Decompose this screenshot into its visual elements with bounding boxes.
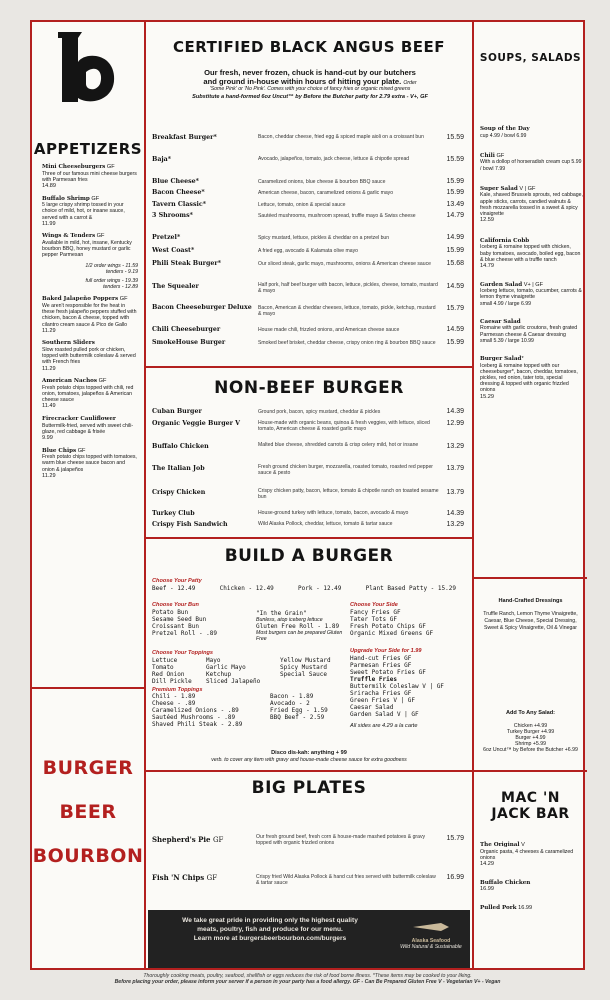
item-name: Chili: [480, 152, 495, 159]
dressings-title: Hand-Crafted Dressings: [498, 598, 563, 604]
dressings-divider: [474, 577, 587, 579]
add-option: Chicken +4.99: [513, 722, 548, 729]
item-price: 9.99: [42, 435, 53, 441]
intro-line-2-tail: Order: [403, 80, 417, 86]
item-name: Pretzel*: [152, 234, 181, 241]
item-name: Blue Chips: [42, 447, 77, 454]
item-price: 15.99: [446, 178, 464, 185]
bun-option: Pretzel Roll - .89: [152, 629, 218, 637]
item-desc: House made chili, frizzled onions, and American cheese sauce: [258, 327, 400, 333]
all-sides-note: All sides are 4.29 a la carte: [350, 722, 418, 729]
add-option: Shrimp +5.99: [515, 741, 546, 748]
item-price: 13.79: [446, 465, 464, 472]
item-price-line: 1/2 order wings - 11.59: [85, 262, 138, 269]
toppings-section: [152, 650, 346, 728]
side-option: Tater Tots GF: [350, 615, 397, 623]
black-angus-title: CERTIFIED BLACK ANGUS BEEF: [173, 38, 445, 56]
item-desc: Sautéed mushrooms, mushroom spread, truffle mayo & Swiss cheese: [258, 213, 416, 219]
item-price: 15.68: [446, 260, 464, 267]
item-name: Mini Cheeseburgers: [42, 164, 106, 170]
topping-option: Ketchup: [206, 670, 232, 678]
item-name: The Original: [480, 842, 520, 848]
item-name: Garden Salad: [480, 281, 523, 288]
patty-option: Chicken - 12.49: [219, 584, 274, 592]
item-name: Turkey Club: [152, 510, 195, 517]
premium-option: Caramelized Onions - .89: [152, 707, 239, 715]
item-desc: A fried egg, avocado & Kalamata olive mayo: [258, 248, 358, 254]
add-option: Burger +4.99: [515, 735, 546, 741]
item-price-line: tenders - 12.89: [103, 284, 138, 291]
item-name: Burger Salad: [480, 356, 522, 362]
mac-title-2: JACK BAR: [491, 806, 570, 822]
disco-section: [146, 750, 472, 763]
dressings-list: Truffle Ranch, Lemon Thyme Vinaigrette, Caesar, Blue Cheese, Special Dressing, Sweet & Spicy Vinaigrette, Oil & Vinegar: [483, 610, 578, 631]
mac-title-1: MAC 'N: [501, 790, 560, 806]
item-desc: Organic pasta, 4 cheeses & caramelized onions: [480, 848, 574, 861]
item-price: 15.99: [446, 189, 464, 196]
item-tag: GF: [96, 233, 105, 240]
mac-list: [480, 842, 581, 914]
add-salad-section: [480, 710, 581, 754]
item-desc: Fresh ground chicken burger, mozzarella, roasted tomato, roasted red pepper sauce & pesto: [258, 464, 433, 477]
upgrade-option: Truffle Fries: [350, 675, 397, 683]
item-name: SmokeHouse Burger: [152, 339, 226, 346]
upgrade-heading: Upgrade Your Side for 1.99: [350, 648, 422, 654]
topping-option: Tomato: [152, 663, 174, 671]
soup-item: [480, 153, 583, 172]
grain-heading: "In the Grain": [256, 610, 307, 617]
item-name: Fish 'N Chips GF: [152, 873, 218, 882]
item-desc: Wild Alaska Pollock, cheddar, lettuce, tomato & tartar sauce: [258, 521, 393, 527]
patty-heading: Choose Your Patty: [152, 578, 202, 584]
item-desc: Smoked beef brisket, cheddar cheese, crispy onion ring & bourbon BBQ sauce: [258, 340, 436, 346]
promo-words: [32, 757, 144, 867]
item-desc: Malted blue cheese, shredded carrots & crisp celery mild, hot or insane: [258, 442, 419, 448]
build-title: BUILD A BURGER: [224, 546, 394, 566]
promo-beer: BEER: [59, 801, 117, 823]
grain-note: Bunless, atop iceberg lettuce: [256, 617, 323, 623]
item-name: Buffalo Chicken: [152, 443, 209, 450]
upgrade-option: Garden Salad V | GF: [350, 710, 419, 718]
patty-option: Plant Based Patty - 15.29: [365, 584, 456, 592]
item-price-line: full order wings - 19.39: [85, 278, 138, 284]
upgrade-option: Sriracha Fries GF: [350, 689, 412, 697]
item-desc: House-made with organic beans, quinoa & fresh veggies, with lettuce, sliced tomato, American cheese & roasted garlic mayo: [258, 420, 430, 433]
mac-item: [480, 905, 581, 912]
item-tag: GF: [119, 296, 128, 303]
item-desc: Caramelized onions, blue cheese & bourbon BBQ sauce: [258, 179, 386, 185]
big-plates-title: BIG PLATES: [251, 778, 367, 798]
left-column: [32, 22, 144, 970]
item-tag: V | GF: [519, 185, 536, 192]
item-name: The Italian Job: [152, 465, 205, 472]
topping-option: Lettuce: [152, 656, 178, 664]
fish-icon: [411, 921, 451, 933]
appetizer-item: [42, 233, 138, 290]
intro-line-4: Substitute a hand-formed 6oz Uncut™ by Before the Butcher patty for 2.79 extra - V+, GF: [192, 94, 428, 101]
salad-item: [480, 238, 583, 270]
item-desc: Bacon, American & cheddar cheeses, lettuce, tomato, pickle, ketchup, mustard & mayo: [258, 305, 436, 318]
item-tag: GF: [77, 447, 86, 454]
item-desc: Iceberg & romaine topped with chicken, baby tomatoes, avocado, boiled egg, bacon & blue cheese with a truffle ranch: [480, 244, 581, 263]
intro-line-1: Our fresh, never frozen, chuck is hand-cut by our butchers: [204, 68, 416, 77]
item-name: Firecracker Cauliflower: [42, 416, 116, 422]
appetizer-item: [42, 378, 138, 410]
footer-line-2: Before placing your order, please inform your server if a person in your party has a food allergy. GF - Can Be Prepared Gluten Free V - Vegetarian V+ - Vegan: [114, 979, 501, 986]
brand-name: Alaska Seafood: [411, 938, 451, 944]
item-name: California Cobb: [480, 237, 530, 244]
premium-heading: Premium Toppings: [152, 686, 203, 693]
premium-option: Cheese - .89: [152, 700, 196, 708]
center-column: [146, 22, 472, 970]
item-desc: Our fresh ground beef, fresh corn & house-made mashed potatoes & gravy topped with organic frizzled onions: [256, 834, 426, 847]
appetizers-title: APPETIZERS: [33, 140, 143, 158]
item-price: 14.59: [446, 326, 464, 333]
item-price: 16.99: [480, 886, 494, 893]
item-desc: Slow roasted pulled pork or chicken, topped with buttermilk coleslaw & served with French fries: [42, 347, 136, 366]
item-desc: Buttermilk-fried, served with sweet chili-glaze, red cabbage & frisée: [42, 422, 134, 435]
item-price: 13.29: [446, 521, 464, 528]
topping-option: Garlic Mayo: [206, 663, 246, 671]
premium-option: Sautéed Mushrooms - .89: [152, 714, 236, 722]
item-desc: Available in mild, hot, insane, Kentucky bourbon BBQ, honey mustard or garlic pepper Parmesan: [42, 239, 132, 259]
item-desc: Our sliced steak, garlic mayo, mushrooms, onions & American cheese sauce: [258, 261, 431, 267]
patty-option: Pork - 12.49: [298, 584, 342, 592]
item-name: Wings & Tenders: [42, 233, 96, 240]
item-name: Crispy Chicken: [152, 489, 206, 496]
side-option: Fresh Potato Chips GF: [350, 622, 426, 630]
item-name: Southern Sliders: [42, 340, 95, 347]
item-price: 14.29: [480, 861, 494, 867]
black-angus-intro: [160, 68, 460, 101]
item-price: 15.29: [480, 393, 494, 400]
salad-item: [480, 282, 583, 307]
bun-section: [152, 602, 252, 637]
item-name: Baja*: [152, 156, 172, 163]
mac-title: [474, 790, 587, 822]
bun-heading: Choose Your Bun: [152, 602, 199, 608]
intro-line-2: and ground in-house within hours of hitting your plate.: [203, 77, 402, 86]
item-desc: Ground pork, bacon, spicy mustard, cheddar & pickles: [258, 409, 381, 415]
item-price: 16.99: [518, 904, 533, 911]
footer: [30, 973, 585, 985]
item-price: 14.99: [446, 234, 464, 241]
item-name: Shepherd's Pie GF: [152, 835, 224, 844]
topping-option: Mayo: [206, 656, 221, 664]
promo-burger: BURGER: [42, 757, 134, 779]
item-price: 16.99: [446, 874, 464, 881]
item-desc: Three of our famous mini cheese burgers with Parmesan fries: [42, 170, 137, 183]
premium-option: Avocado - 2: [270, 700, 310, 708]
salad-item: [480, 356, 583, 400]
topping-option: Sliced Jalapeño: [206, 677, 261, 685]
item-desc: Lettuce, tomato, onion & special sauce: [258, 202, 346, 208]
item-price: 14.39: [446, 408, 464, 415]
soup-item: [480, 126, 583, 139]
item-desc: Fresh potato chips topped with tomatoes, warm blue cheese sauce bacon and onion & jalapeños: [42, 454, 137, 473]
item-name: Tavern Classic*: [152, 201, 207, 208]
upgrade-option: Buttermilk Coleslaw V | GF: [350, 682, 444, 690]
soups-title: SOUPS, SALADS: [479, 52, 582, 64]
item-name: American Nachos: [42, 378, 98, 385]
item-name: West Coast*: [152, 247, 195, 254]
disco-note: verb. to cover any item with gravy and house-made cheese sauce for extra goodness: [211, 756, 407, 763]
item-desc: Spicy mustard, lettuce, pickles & cheddar on a pretzel bun: [258, 235, 390, 241]
topping-option: Red Onion: [152, 670, 185, 678]
promo-bourbon: BOURBON: [32, 845, 144, 867]
item-price: 13.49: [446, 201, 464, 208]
item-desc: Iceberg lettuce, tomato, cucumber, carrots & lemon thyme vinaigrette: [480, 288, 582, 301]
item-price: 11.99: [42, 220, 56, 227]
item-price: 11.29: [42, 472, 56, 479]
upgrade-option: Parmesan Fries GF: [350, 661, 412, 669]
item-name: Phili Steak Burger*: [152, 260, 222, 267]
item-name: Organic Veggie Burger V: [152, 420, 241, 427]
dressings-section: [480, 598, 581, 632]
banner-line-1: We take great pride in providing only the highest quality: [182, 917, 358, 924]
item-name: Super Salad: [480, 185, 518, 192]
item-price: 11.49: [42, 403, 56, 410]
soups-list: [480, 126, 583, 403]
item-tag: V: [521, 842, 525, 848]
premium-option: Chili - 1.89: [152, 693, 196, 701]
item-desc: American cheese, bacon, caramelized onions & garlic mayo: [258, 190, 394, 196]
item-desc: Romaine with garlic croutons, fresh grated Parmesan cheese & Caesar dressing: [480, 325, 578, 338]
upgrade-option: Hand-cut Fries GF: [350, 654, 412, 662]
mac-item: [480, 880, 581, 893]
build-patty-section: [152, 578, 466, 592]
topping-option: Dill Pickle: [152, 677, 192, 685]
item-price: 15.79: [446, 305, 464, 312]
grain-note-2: Most burgers can be prepared Gluten Free: [256, 630, 343, 643]
upgrade-option: Caesar Salad: [350, 703, 394, 711]
premium-option: Fried Egg - 1.59: [270, 707, 328, 715]
toppings-heading: Choose Your Toppings: [152, 650, 214, 656]
item-name: Chili Cheeseburger: [152, 326, 221, 333]
item-price: 15.79: [446, 835, 464, 842]
premium-option: Bacon - 1.89: [270, 693, 314, 701]
item-desc: We aren't responsible for the heat in these fresh jalapeño peppers stuffed with chicken, bacon & cheese, topped with cilantro cream sauce & Pico de Gallo: [42, 303, 137, 328]
item-price: 14.79: [446, 212, 464, 219]
item-price: 14.39: [446, 510, 464, 517]
item-name: Bacon Cheese*: [152, 189, 205, 196]
side-option: Organic Mixed Greens GF: [350, 629, 434, 637]
item-name: Buffalo Chicken: [480, 879, 531, 886]
appetizer-item: [42, 296, 138, 334]
item-price: 14.59: [446, 283, 464, 290]
item-desc: Fresh potato chips topped with chili, red onion, tomatoes, jalapeños & American cheese sauce: [42, 384, 134, 404]
item-price: 14.79: [480, 263, 494, 269]
item-desc: cup 4.99 / bowl 6.99: [480, 132, 527, 139]
item-name: 3 Shrooms*: [152, 212, 193, 219]
item-name: Baked Jalapeño Poppers: [42, 296, 119, 303]
item-tag: GF: [91, 195, 100, 202]
side-section: [350, 602, 466, 637]
item-price: 15.59: [446, 134, 464, 141]
item-name: Pulled Pork: [480, 904, 517, 911]
item-price: 14.89: [42, 183, 56, 189]
item-tag: V+ | GF: [523, 281, 544, 288]
item-price: 15.99: [446, 247, 464, 254]
grain-gluten-free: Gluten Free Roll - 1.89: [256, 623, 340, 631]
item-desc: Crispy fried Wild Alaska Pollock & hand cut fries served with buttermilk coleslaw & tartar sauce: [256, 874, 436, 887]
item-name: Cuban Burger: [152, 408, 202, 415]
side-option: Fancy Fries GF: [350, 608, 401, 616]
non-beef-title: NON-BEEF BURGER: [214, 378, 404, 398]
item-desc: With a dollop of horseradish cream cup 5.99 / bowl 7.99: [480, 159, 582, 172]
appetizer-item: [42, 340, 138, 372]
item-price: small 4.99 / large 6.99: [480, 300, 532, 307]
intro-line-3: 'Some Pink' or 'No Pink'. Comes with your choice of fancy fries or organic mixed greens: [209, 86, 411, 93]
topping-option: Yellow Mustard: [280, 656, 331, 664]
bun-option: Sesame Seed Bun: [152, 615, 207, 623]
upgrade-option: Green Fries V | GF: [350, 696, 416, 704]
item-tag: GF: [496, 152, 505, 159]
item-tag: *: [521, 356, 524, 362]
item-price: 13.79: [446, 489, 464, 496]
bun-option: Croissant Bun: [152, 622, 199, 630]
grain-section: [256, 610, 346, 643]
item-price: 12.99: [446, 420, 464, 427]
item-price: 15.99: [446, 339, 464, 346]
appetizer-item: [42, 416, 138, 442]
item-price: 11.29: [42, 327, 56, 334]
upgrade-option: Sweet Potato Fries GF: [350, 668, 426, 676]
side-heading: Choose Your Side: [350, 602, 398, 608]
item-desc: Iceberg & romaine topped with our cheeseburger*, bacon, cheddar, tomatoes, pickles, red onion, tater tots, special dressing & topped with organic frizzled onions: [480, 362, 578, 394]
salad-item: [480, 319, 583, 344]
item-name: Buffalo Shrimp: [42, 195, 90, 202]
premium-option: Shaved Phili Steak - 2.89: [152, 721, 243, 729]
logo: [56, 28, 120, 108]
salad-item: [480, 186, 583, 224]
menu-page: [30, 20, 585, 970]
item-price-line: tenders - 9.19: [105, 268, 138, 275]
banner-link[interactable]: Learn more at burgersbeerbourbon.com/burgers: [193, 935, 347, 942]
bun-option: Potato Bun: [152, 608, 189, 616]
alaska-seafood-logo: [392, 910, 470, 968]
patty-option: Beef - 12.49: [152, 584, 196, 592]
item-price: 11.29: [42, 365, 56, 372]
brand-sub: Wild Natural & Sustainable: [400, 944, 462, 951]
item-desc: Kale, shaved Brussels sprouts, red cabbage, apple sticks, carrots, candied walnuts & fresh mozzarella tossed in a sweet & spicy vinaigrette: [480, 192, 583, 217]
item-price: small 5.39 / large 10.99: [480, 337, 534, 344]
banner-line-2: meats, poultry, fish and produce for our menu.: [197, 926, 343, 933]
item-name: The Squealer: [152, 283, 199, 290]
item-tag: GF: [98, 378, 107, 385]
item-name: Crispy Fish Sandwich: [152, 521, 228, 528]
item-name: Breakfast Burger*: [152, 134, 217, 141]
add-option: Turkey Burger +4.99: [506, 728, 555, 735]
quality-banner: [148, 910, 470, 968]
right-column: [474, 22, 587, 970]
appetizer-item: [42, 448, 138, 480]
big-plates-list: [146, 830, 472, 910]
item-price: 15.59: [446, 156, 464, 163]
item-desc: Avocado, jalapeños, tomato, jack cheese, lettuce & chipotle spread: [258, 156, 410, 162]
item-price: 12.59: [480, 217, 494, 224]
premium-option: BBQ Beef - 2.59: [270, 714, 325, 722]
item-desc: Half pork, half beef burger with bacon, lettuce, pickles, cheese, tomato, mustard & mayo: [258, 282, 438, 295]
item-desc: House-ground turkey with lettuce, tomato, bacon, avocado & mayo: [258, 510, 409, 516]
appetizer-item: [42, 196, 138, 228]
non-beef-list: [146, 406, 472, 534]
disco-line: Disco dis-kah: anything + 99: [271, 750, 347, 756]
item-desc: Bacon, cheddar cheese, fried egg & spiced maple aioli on a croissant bun: [258, 134, 424, 140]
black-angus-list: [146, 130, 472, 360]
upgrade-section: [350, 648, 466, 729]
add-option: 6oz Uncut™ by Before the Butcher +6.99: [483, 747, 578, 754]
topping-option: Spicy Mustard: [280, 663, 327, 671]
item-desc: Crispy chicken patty, bacon, lettuce, tomato & chipotle ranch on toasted sesame bun: [258, 488, 439, 501]
footer-line-1: Thoroughly cooking meats, poultry, seafood, shellfish or eggs reduces the risk of food borne illness. *These items may be cooked to your liking.: [143, 973, 472, 979]
item-name: Blue Cheese*: [152, 178, 199, 185]
appetizer-item: [42, 164, 138, 190]
topping-option: Special Sauce: [280, 670, 327, 678]
item-name: Bacon Cheeseburger Deluxe: [152, 304, 252, 311]
mac-item: [480, 842, 581, 868]
item-desc: 5 large crispy shrimp tossed in your choice of mild, hot, or insane sauce, served with a carrot &: [42, 202, 125, 221]
item-tag: GF: [106, 164, 115, 170]
burger-b-logo-icon: [56, 28, 120, 108]
item-name: Soup of the Day: [480, 126, 530, 132]
item-price: 13.29: [446, 443, 464, 450]
add-title: Add To Any Salad:: [505, 710, 556, 716]
appetizer-list: [42, 164, 138, 482]
item-name: Caesar Salad: [480, 318, 521, 325]
